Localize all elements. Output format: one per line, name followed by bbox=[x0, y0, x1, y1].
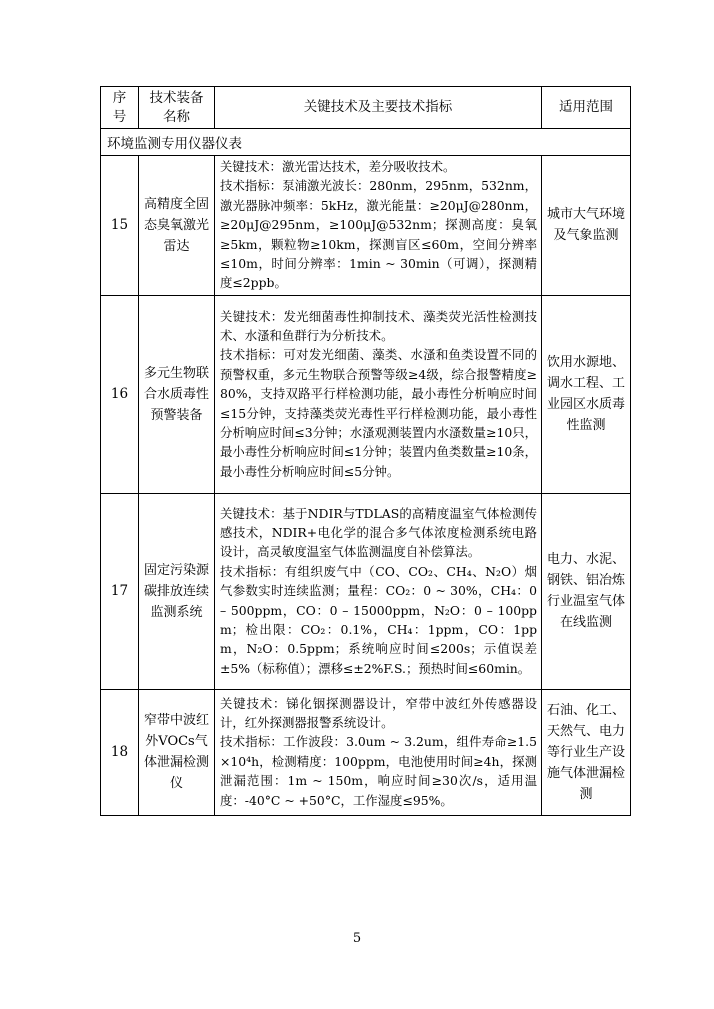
row-tech bbox=[215, 295, 542, 493]
equipment-table bbox=[100, 86, 631, 816]
key-tech-text: 关键技术：激光雷达技术，差分吸收技术。 bbox=[220, 159, 456, 174]
table-row bbox=[101, 295, 631, 493]
category-label: 环境监测专用仪器仪表 bbox=[101, 129, 631, 156]
row-tech bbox=[215, 156, 542, 296]
row-scope: 饮用水源地、调水工程、工业园区水质毒性监测 bbox=[542, 295, 631, 493]
header-tech: 关键技术及主要技术指标 bbox=[215, 87, 542, 129]
table-row bbox=[101, 156, 631, 296]
row-no: 15 bbox=[101, 156, 139, 296]
key-tech-text: 关键技术：基于NDIR与TDLAS的高精度温室气体检测传感技术，NDIR+电化学的混合多气体浓度检测系统电路设计，高灵敏度温室气体监测温度自补偿算法。 bbox=[220, 505, 537, 560]
table-row bbox=[101, 493, 631, 689]
row-scope: 城市大气环境及气象监测 bbox=[542, 156, 631, 296]
key-tech-text: 关键技术：发光细菌毒性抑制技术、藻类荧光活性检测技术、水溞和鱼群行为分析技术。 bbox=[220, 308, 537, 343]
row-tech bbox=[215, 689, 542, 815]
table-row bbox=[101, 689, 631, 815]
row-name: 高精度全固态臭氧激光雷达 bbox=[139, 156, 215, 296]
row-scope: 石油、化工、天然气、电力等行业生产设施气体泄漏检测 bbox=[542, 689, 631, 815]
header-row bbox=[101, 87, 631, 129]
key-tech-text: 关键技术：锑化铟探测器设计，窄带中波红外传感器设计，红外探测器报警系统设计。 bbox=[220, 695, 537, 731]
page-number: 5 bbox=[352, 931, 362, 946]
row-tech bbox=[215, 493, 542, 689]
row-no: 16 bbox=[101, 295, 139, 493]
indicators-text: 技术指标：泵浦激光波长：280nm，295nm，532nm，激光器脉冲频率：5kHz，激光能量：≥20μJ@280nm，≥20μJ@295nm，≥100μJ@532nm；探测高度：臭氧≥5km，颗粒物≥10km，探测盲区≤60m，空间分辨率≤10m，时间分辨率：1min ~ 30min（可调），探测精度≤2ppb。 bbox=[220, 178, 537, 291]
indicators-text: 技术指标：可对发光细菌、藻类、水溞和鱼类设置不同的预警权重，多元生物联合预警等级≥4级，综合报警精度≥80%，支持双路平行样检测功能，最小毒性分析响应时间≤15分钟，支持藻类荧光毒性平行样检测功能，最小毒性分析响应时间≤3分钟；水溞观测装置内水溞数量≥10只，最小毒性分析响应时间≤1分钟；装置内鱼类数量≥10条，最小毒性分析响应时间≤5分钟。 bbox=[220, 347, 538, 479]
row-name: 多元生物联合水质毒性预警装备 bbox=[139, 295, 215, 493]
row-name: 窄带中波红外VOCs气体泄漏检测仪 bbox=[139, 689, 215, 815]
row-name: 固定污染源碳排放连续监测系统 bbox=[139, 493, 215, 689]
indicators-text: 技术指标：工作波段：3.0um ~ 3.2um，组件寿命≥1.5×10⁴h，检测精度：100ppm，电池使用时间≥4h，探测泄漏范围：1m ~ 150m，响应时间≥30次/s，适用温度：-40°C ~ +50°C，工作湿度≤95%。 bbox=[220, 734, 537, 808]
header-scope: 适用范围 bbox=[542, 87, 631, 129]
header-no: 序号 bbox=[101, 87, 139, 129]
row-no: 17 bbox=[101, 493, 139, 689]
header-equip-name: 技术装备名称 bbox=[139, 87, 215, 129]
indicators-text: 技术指标：有组织废气中（CO、CO₂、CH₄、N₂O）烟气参数实时连续监测；量程：CO₂：0 ~ 30%，CH₄：0 – 500ppm，CO：0 – 15000ppm，N₂O：0 – 100ppm；检出限：CO₂：0.1%，CH₄：1ppm，CO：1ppm，N₂O：0.5ppm；系统响应时间≤200s；示值误差±5%（标称值）；漂移≤±2%F.S.；预热时间≤60min。 bbox=[220, 563, 537, 676]
row-no: 18 bbox=[101, 689, 139, 815]
category-row bbox=[101, 129, 631, 156]
row-scope: 电力、水泥、钢铁、铝冶炼行业温室气体在线监测 bbox=[542, 493, 631, 689]
